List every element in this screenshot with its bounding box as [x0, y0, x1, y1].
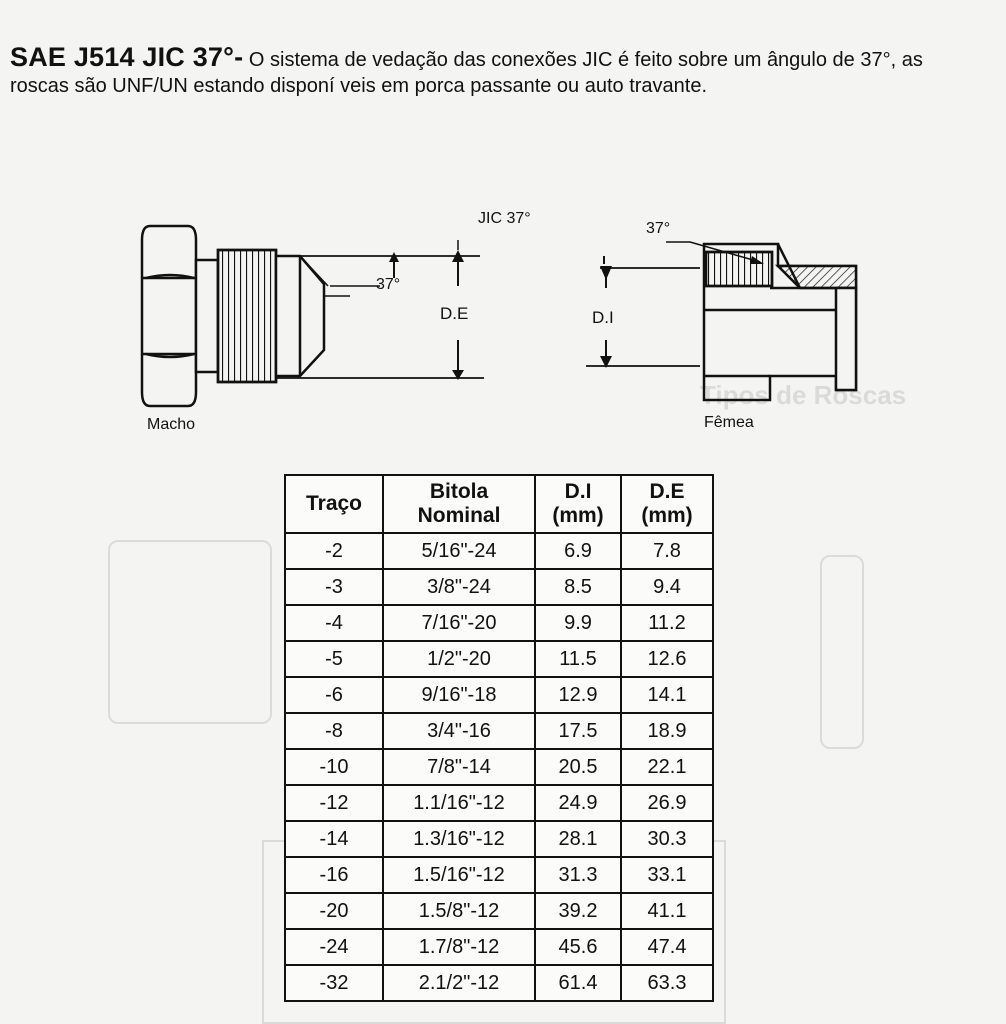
cell-de: 9.4 — [621, 569, 713, 605]
table-header-row — [285, 475, 713, 533]
cell-di: 8.5 — [535, 569, 621, 605]
header-nominal-size: Bitola Nominal — [383, 475, 535, 533]
cell-dash: -14 — [285, 821, 383, 857]
cell-de: 7.8 — [621, 533, 713, 569]
cell-de: 18.9 — [621, 713, 713, 749]
cell-de: 22.1 — [621, 749, 713, 785]
cell-nominal: 1.3/16"-12 — [383, 821, 535, 857]
cell-dash: -3 — [285, 569, 383, 605]
table-row — [285, 641, 713, 677]
cell-de: 41.1 — [621, 893, 713, 929]
cell-de: 14.1 — [621, 677, 713, 713]
bleed-through-text: Tipos de Roscas — [700, 380, 907, 410]
table-row — [285, 533, 713, 569]
cell-dash: -10 — [285, 749, 383, 785]
cell-nominal: 1.5/16"-12 — [383, 857, 535, 893]
cell-nominal: 5/16"-24 — [383, 533, 535, 569]
cell-di: 39.2 — [535, 893, 621, 929]
cell-di: 6.9 — [535, 533, 621, 569]
cell-di: 28.1 — [535, 821, 621, 857]
cell-di: 61.4 — [535, 965, 621, 1001]
cell-nominal: 1/2"-20 — [383, 641, 535, 677]
bleed-through-shape — [108, 540, 272, 724]
cell-nominal: 3/8"-24 — [383, 569, 535, 605]
table-row — [285, 569, 713, 605]
inner-diameter-label: D.I — [592, 308, 614, 327]
jic-angle-label: JIC 37° — [478, 210, 531, 227]
jic-size-table — [284, 474, 714, 1002]
table-row — [285, 929, 713, 965]
cell-de: 63.3 — [621, 965, 713, 1001]
cell-nominal: 1.7/8"-12 — [383, 929, 535, 965]
cell-dash: -4 — [285, 605, 383, 641]
cell-dash: -20 — [285, 893, 383, 929]
intro-paragraph — [10, 44, 985, 99]
header-dash-size: Traço — [285, 475, 383, 533]
female-label: Fêmea — [704, 414, 754, 431]
male-angle-label: 37° — [376, 276, 401, 293]
male-label: Macho — [147, 416, 196, 433]
header-inner-diameter: D.I (mm) — [535, 475, 621, 533]
cell-di: 12.9 — [535, 677, 621, 713]
table-row — [285, 749, 713, 785]
table-row — [285, 857, 713, 893]
table-row — [285, 821, 713, 857]
header-outer-diameter: D.E (mm) — [621, 475, 713, 533]
cell-dash: -8 — [285, 713, 383, 749]
cell-de: 26.9 — [621, 785, 713, 821]
female-fitting — [586, 242, 856, 400]
bleed-through-shape — [820, 555, 864, 749]
cell-dash: -32 — [285, 965, 383, 1001]
table-row — [285, 605, 713, 641]
fitting-diagram — [0, 200, 1006, 450]
cell-de: 30.3 — [621, 821, 713, 857]
cell-dash: -24 — [285, 929, 383, 965]
cell-nominal: 1.5/8"-12 — [383, 893, 535, 929]
cell-de: 11.2 — [621, 605, 713, 641]
table-row — [285, 965, 713, 1001]
cell-dash: -6 — [285, 677, 383, 713]
cell-di: 9.9 — [535, 605, 621, 641]
cell-di: 11.5 — [535, 641, 621, 677]
outer-diameter-label: D.E — [440, 304, 469, 323]
cell-nominal: 7/8"-14 — [383, 749, 535, 785]
cell-di: 17.5 — [535, 713, 621, 749]
cell-de: 47.4 — [621, 929, 713, 965]
cell-nominal: 3/4"-16 — [383, 713, 535, 749]
cell-di: 45.6 — [535, 929, 621, 965]
cell-nominal: 7/16"-20 — [383, 605, 535, 641]
female-angle-label: 37° — [646, 220, 671, 237]
intro-text: O sistema de vedação das conexões JIC é feito sobre um ângulo de 37°, as roscas são UNF/UN estando disponí veis em porca passante ou auto travante. — [10, 49, 923, 97]
cell-nominal: 9/16"-18 — [383, 677, 535, 713]
cell-dash: -2 — [285, 533, 383, 569]
fitting-drawing — [0, 200, 1006, 450]
cell-dash: -12 — [285, 785, 383, 821]
section-title: SAE J514 JIC 37°- — [10, 42, 244, 72]
cell-nominal: 2.1/2"-12 — [383, 965, 535, 1001]
table-row — [285, 677, 713, 713]
cell-di: 24.9 — [535, 785, 621, 821]
cell-nominal: 1.1/16"-12 — [383, 785, 535, 821]
cell-de: 33.1 — [621, 857, 713, 893]
table-row — [285, 893, 713, 929]
table-row — [285, 713, 713, 749]
table-row — [285, 785, 713, 821]
cell-dash: -16 — [285, 857, 383, 893]
cell-dash: -5 — [285, 641, 383, 677]
cell-di: 31.3 — [535, 857, 621, 893]
male-fitting — [142, 226, 484, 406]
cell-di: 20.5 — [535, 749, 621, 785]
cell-de: 12.6 — [621, 641, 713, 677]
